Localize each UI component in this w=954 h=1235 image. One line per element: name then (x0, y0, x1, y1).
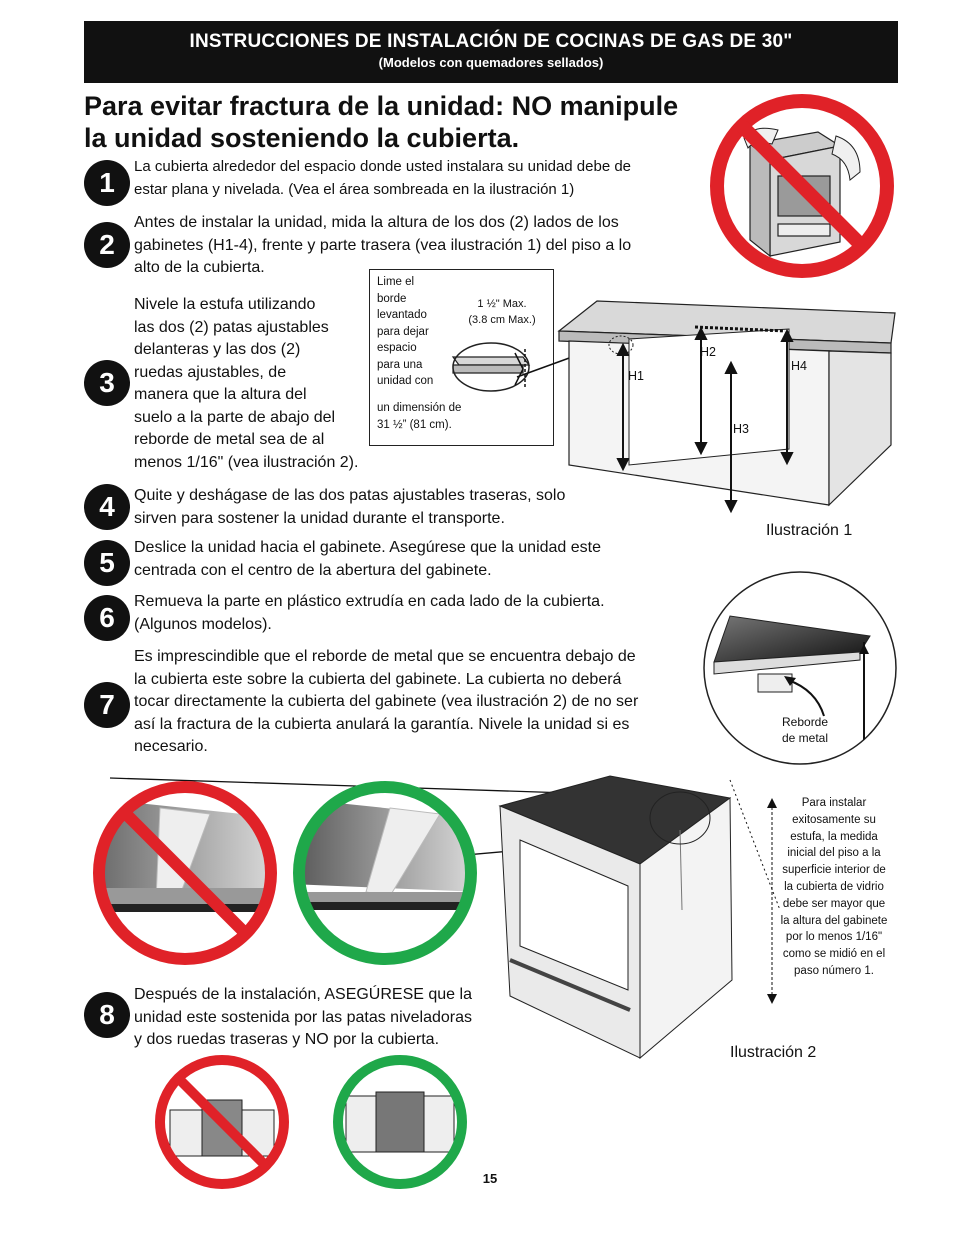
step-3-line: manera que la altura del (134, 386, 307, 403)
inset-dimension-line: 31 ½” (81 cm). (377, 419, 452, 431)
step-4-line: Quite y deshágase de las dos patas ajustables traseras, solo (134, 487, 566, 504)
heading-line-1: Para evitar fractura de la unidad: NO manipule (84, 91, 679, 121)
step-2-line: alto de la cubierta. (134, 259, 265, 276)
step-5-line: Deslice la unidad hacia el gabinete. Asegúrese que la unidad este (134, 539, 601, 556)
step-6-text (134, 591, 694, 636)
step-3-line: reborde de metal sea de al (134, 431, 325, 448)
step-3-line: suelo a la parte de abajo del (134, 408, 336, 426)
inset-note-line: Lime el (377, 276, 415, 288)
step-7-line: la cubierta este sobre la cubierta del gabinete. La cubierta no deberá (134, 670, 622, 688)
inset-note-line: borde (377, 292, 407, 305)
header-title: INSTRUCCIONES DE INSTALACIÓN DE COCINAS DE GAS DE 30" (189, 31, 793, 52)
measurement-note (768, 795, 900, 980)
step-8-line: y dos ruedas traseras y NO por la cubierta. (134, 1031, 440, 1048)
step-number-1: 1 (84, 160, 130, 206)
page-heading (84, 90, 714, 154)
step-7-line: necesario. (134, 738, 208, 755)
note-line: por lo menos 1/16" (785, 931, 883, 944)
step-5-line: centrada con el centro de la abertura del gabinete. (134, 561, 492, 579)
illustration-1-caption: Ilustración 1 (766, 522, 853, 539)
note-line: como se midió en el (782, 948, 886, 961)
inset-note-line: levantado (377, 309, 427, 321)
step-number-3: 3 (84, 360, 130, 406)
step-3-line: delanteras y las dos (2) (134, 341, 301, 358)
step-1-line: La cubierta alrededor del espacio donde usted instalara su unidad debe de (134, 158, 632, 175)
step-number-5: 5 (84, 540, 130, 586)
step-7-line: así la fractura de la cubierta anulará la garantía. Nivele la unidad si es (134, 715, 630, 733)
step-number-2: 2 (84, 222, 130, 268)
inset-max-line: (3.8 cm Max.) (468, 314, 536, 326)
page-header (84, 21, 898, 83)
note-line: exitosamente su (792, 813, 876, 826)
incorrect-flange-icon (90, 778, 280, 968)
step-1-line: estar plana y nivelada. (Vea el área sombreada en la ilustración 1) (134, 180, 575, 198)
step-number-7: 7 (84, 682, 130, 728)
note-line: inicial del piso a la (787, 847, 881, 860)
step-5-text (134, 537, 694, 582)
step-number-8: 8 (84, 992, 130, 1038)
inset-note-line: espacio (377, 342, 417, 354)
step-2-line: gabinetes (H1-4), frente y parte trasera (vea ilustración 1) del piso a lo (134, 236, 632, 254)
illustration-2-caption: Ilustración 2 (730, 1044, 817, 1061)
inset-note-line: unidad con (377, 375, 434, 387)
label-h4: H4 (791, 359, 807, 373)
step-3-text (134, 294, 404, 474)
step-3-line: ruedas ajustables, de (134, 363, 287, 381)
page-number: 15 (482, 1171, 498, 1186)
note-line: estufa, la medida (790, 830, 878, 843)
step-2-line: Antes de instalar la unidad, mida la altura de los dos (2) lados de los (134, 214, 619, 231)
label-h2: H2 (700, 345, 716, 359)
header-subtitle: (Modelos con quemadores sellados) (378, 55, 604, 70)
correct-support-icon (330, 1052, 470, 1192)
step-3-line: Nivele la estufa utilizando (134, 296, 316, 313)
flange-label-line: Reborde (782, 715, 829, 729)
heading-line-2: la unidad sosteniendo la cubierta. (84, 123, 520, 153)
label-h1: H1 (628, 369, 644, 383)
step-number-6: 6 (84, 595, 130, 641)
note-line: Para instalar (801, 797, 867, 809)
step-3-line: menos 1/16" (vea ilustración 2). (134, 453, 359, 471)
step-3-line: las dos (2) patas ajustables (134, 318, 329, 336)
step-number-4: 4 (84, 484, 130, 530)
step-6-line: Remueva la parte en plástico extrudía en cada lado de la cubierta. (134, 593, 605, 610)
inset-max-line: 1 ½" Max. (477, 298, 527, 310)
inset-dimension-line: un dimensión de (377, 402, 462, 414)
incorrect-support-icon (152, 1052, 292, 1192)
inset-note-line: para una (377, 358, 423, 371)
note-line: la altura del gabinete (780, 914, 888, 927)
note-line: superficie interior de (782, 864, 886, 877)
step-7-line: Es imprescindible que el reborde de metal que se encuentra debajo de (134, 648, 636, 665)
no-lift-by-cooktop-icon (708, 92, 896, 280)
step-1-text (134, 156, 714, 201)
note-line: la cubierta de vidrio (784, 880, 884, 893)
correct-flange-icon (290, 778, 480, 968)
note-line: paso número 1. (794, 964, 874, 977)
step-6-line: (Algunos modelos). (134, 615, 272, 633)
step-7-line: tocar directamente la cubierta del gabinete (vea ilustración 2) de no ser (134, 693, 639, 710)
note-line: debe ser mayor que (782, 897, 886, 910)
step-8-line: unidad este sostenida por las patas niveladoras (134, 1008, 472, 1026)
cabinet-illustration (369, 269, 899, 529)
inset-note-line: para dejar (377, 325, 429, 338)
flange-label-line: de metal (782, 731, 829, 745)
step-4-line: sirven para sostener la unidad durante el transporte. (134, 509, 505, 527)
step-8-line: Después de la instalación, ASEGÚRESE que la (134, 986, 472, 1003)
label-h3: H3 (733, 422, 749, 436)
